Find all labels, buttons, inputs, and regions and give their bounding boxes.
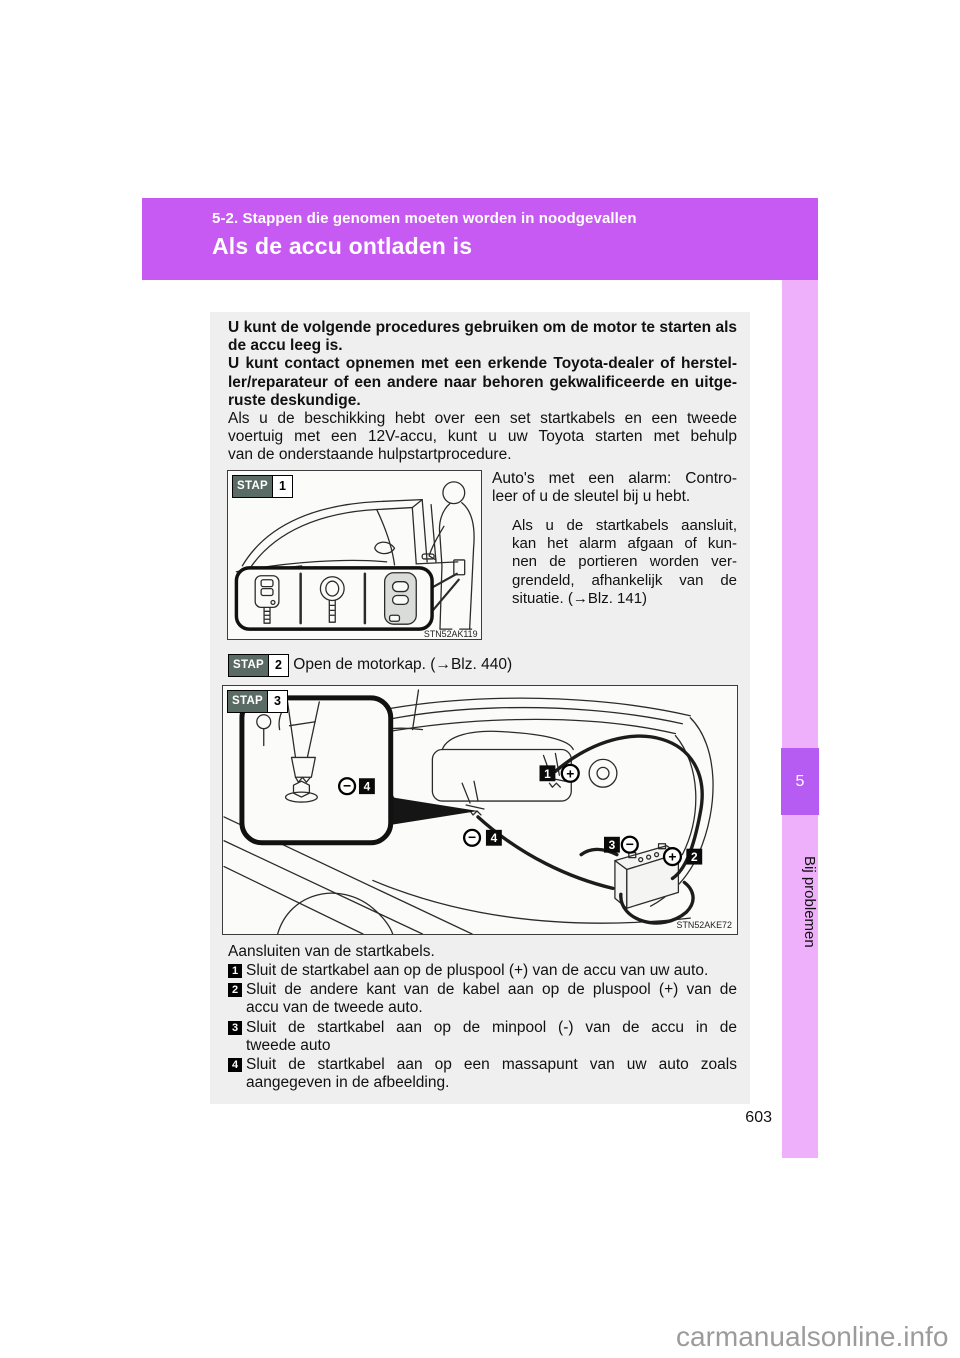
step1-note-body: Als u de startkabels aansluit, kan het alarm afgaan of kun- nen de portieren worden ver- grendeld, afhankelijk van de situatie. (→Blz. 141) (512, 517, 737, 607)
marker-4: 4 (228, 1058, 242, 1072)
plus-icon: + (566, 765, 575, 782)
marker-3: 3 (608, 838, 616, 853)
plus-icon: + (668, 848, 677, 865)
chapter-sidebar-strip (782, 280, 818, 1158)
intro-paragraph: Als u de beschikking hebt over een set startkabels en een tweede voertuig met een 12V-accu, kunt u uw Toyota starten met behulp van de onderstaande hulpstartprocedure. (228, 410, 737, 464)
step3-badge (227, 690, 288, 713)
figure1-code: STN52AK119 (423, 628, 478, 639)
step2-number: 2 (268, 655, 288, 676)
step3-number: 3 (267, 691, 287, 712)
marker-2: 2 (690, 849, 698, 864)
step2-section (228, 654, 737, 677)
page-title: Als de accu ontladen is (212, 233, 473, 259)
page-number: 603 (745, 1109, 772, 1126)
watermark-text: carmanualsonline.info (676, 1321, 949, 1352)
figure-car-key-check (227, 470, 482, 640)
step1-badge (232, 475, 293, 498)
step1-number: 1 (272, 476, 292, 497)
connection-step-text: Sluit de andere kant van de kabel aan op de pluspool (+) van de accu van de tweede auto. (246, 981, 737, 1017)
step2-badge (228, 654, 289, 677)
marker-1: 1 (228, 964, 242, 978)
intro-paragraph-bold-2: U kunt contact opnemen met een erkende Toyota-dealer of herstel- ler/reparateur of een andere naar behoren gekwalificeerde en uitge- ruste deskundige. (228, 355, 737, 409)
step-badge-label: STAP (228, 691, 267, 712)
figure2-code: STN52AKE72 (676, 919, 732, 930)
connection-step-text: Sluit de startkabel aan op een massapunt van uw auto zoals aangegeven in de afbeelding. (246, 1056, 737, 1092)
chapter-number-tab (781, 748, 819, 815)
marker-1: 1 (544, 766, 551, 781)
engine-bay-illustration (223, 686, 737, 934)
intro-paragraph-bold-1: U kunt de volgende procedures gebruiken om de motor te starten als de accu leeg is. (228, 319, 737, 355)
connection-step-4 (228, 1056, 737, 1092)
step1-note-title: Auto's met een alarm: Contro- leer of u de sleutel bij u hebt. (492, 469, 737, 505)
minus-icon: − (468, 829, 477, 846)
section-heading: 5-2. Stappen die genomen moeten worden in noodgevallen (212, 210, 637, 227)
chapter-label-vertical: Bij problemen (801, 856, 818, 948)
minus-icon: − (343, 777, 352, 794)
content-box (210, 312, 750, 1104)
connection-step-text: Sluit de startkabel aan op de pluspool (+) van de accu van uw auto. (246, 962, 709, 980)
step1-note (492, 470, 737, 608)
section-banner (142, 198, 818, 280)
marker-4: 4 (490, 831, 498, 846)
step-badge-label: STAP (233, 476, 272, 497)
chapter-number: 5 (795, 772, 805, 790)
connection-step-1 (228, 962, 737, 980)
marker-2: 2 (228, 983, 242, 997)
connection-heading: Aansluiten van de startkabels. (228, 942, 435, 960)
marker-4: 4 (363, 779, 371, 794)
connection-instructions (228, 943, 737, 1093)
connection-step-2 (228, 981, 737, 1017)
step1-section (228, 468, 737, 644)
marker-3: 3 (228, 1021, 242, 1035)
connection-step-3 (228, 1019, 737, 1055)
connection-step-text: Sluit de startkabel aan op de minpool (-) van de accu in de tweede auto (246, 1018, 737, 1054)
minus-icon: − (625, 836, 634, 853)
step2-text: Open de motorkap. (→Blz. 440) (293, 655, 513, 673)
step-badge-label: STAP (229, 655, 268, 676)
figure-jump-start-connections (222, 685, 738, 935)
